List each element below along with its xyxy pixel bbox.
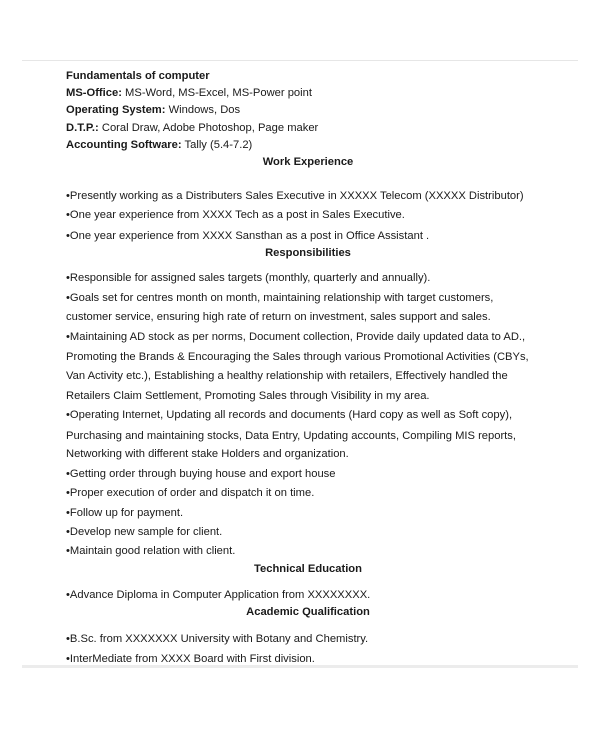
responsibility-line: •Follow up for payment.	[66, 507, 184, 519]
skill-fundamentals	[66, 69, 210, 83]
responsibility-line: •Getting order through buying house and export house	[66, 468, 336, 480]
top-divider	[22, 60, 578, 61]
work-item: •One year experience from XXXX Sansthan as a post in Office Assistant .	[66, 230, 430, 242]
skill-operating-system	[66, 103, 240, 117]
responsibilities-heading: Responsibilities	[265, 247, 351, 259]
responsibility-line: Promoting the Brands & Encouraging the Sales through various Promotional Activities (CBYs,	[66, 351, 529, 363]
dtp-value: Coral Draw, Adobe Photoshop, Page maker	[98, 122, 319, 134]
technical-education-item: •Advance Diploma in Computer Application from XXXXXXXX.	[66, 589, 371, 601]
academic-item: •InterMediate from XXXX Board with First division.	[66, 653, 315, 665]
bottom-divider	[22, 665, 578, 668]
os-label: Operating System:	[66, 104, 166, 116]
work-item: •One year experience from XXXX Tech as a post in Sales Executive.	[66, 209, 405, 221]
skill-dtp	[66, 121, 318, 135]
responsibility-line: Purchasing and maintaining stocks, Data Entry, Updating accounts, Compiling MIS reports,	[66, 430, 516, 442]
accounting-value: Tally (5.4-7.2)	[181, 139, 253, 151]
responsibility-line: •Develop new sample for client.	[66, 526, 223, 538]
responsibility-line: •Maintaining AD stock as per norms, Document collection, Provide daily updated data to AD.,	[66, 331, 526, 343]
ms-office-label: MS-Office:	[66, 87, 122, 99]
responsibility-line: Van Activity etc.), Establishing a healthy relationship with retailers, Effectively handled the	[66, 370, 508, 382]
work-item: •Presently working as a Distributers Sales Executive in XXXXX Telecom (XXXXX Distributor)	[66, 190, 524, 202]
ms-office-value: MS-Word, MS-Excel, MS-Power point	[121, 87, 312, 99]
academic-item: •B.Sc. from XXXXXXX University with Botany and Chemistry.	[66, 633, 369, 645]
technical-education-heading: Technical Education	[254, 563, 362, 575]
work-experience-heading: Work Experience	[262, 156, 354, 168]
os-value: Windows, Dos	[165, 104, 241, 116]
responsibility-line: Networking with different stake Holders and organization.	[66, 448, 349, 460]
responsibility-line: •Responsible for assigned sales targets (monthly, quarterly and annually).	[66, 272, 431, 284]
academic-qualification-heading: Academic Qualification	[246, 606, 370, 618]
fundamentals-label: Fundamentals of computer	[66, 70, 210, 82]
responsibility-line: •Operating Internet, Updating all records and documents (Hard copy as well as Soft copy),	[66, 409, 513, 421]
accounting-label: Accounting Software:	[66, 139, 182, 151]
responsibility-line: customer service, ensuring high rate of return on investment, sales support and sales.	[66, 311, 491, 323]
responsibility-line: •Proper execution of order and dispatch it on time.	[66, 487, 315, 499]
responsibility-line: •Maintain good relation with client.	[66, 545, 236, 557]
responsibility-line: Retailers Claim Settlement, Promoting Sales through Visibility in my area.	[66, 390, 430, 402]
skill-ms-office	[66, 86, 312, 100]
dtp-label: D.T.P.:	[66, 122, 99, 134]
skill-accounting	[66, 138, 252, 152]
responsibility-line: •Goals set for centres month on month, maintaining relationship with target customers,	[66, 292, 494, 304]
